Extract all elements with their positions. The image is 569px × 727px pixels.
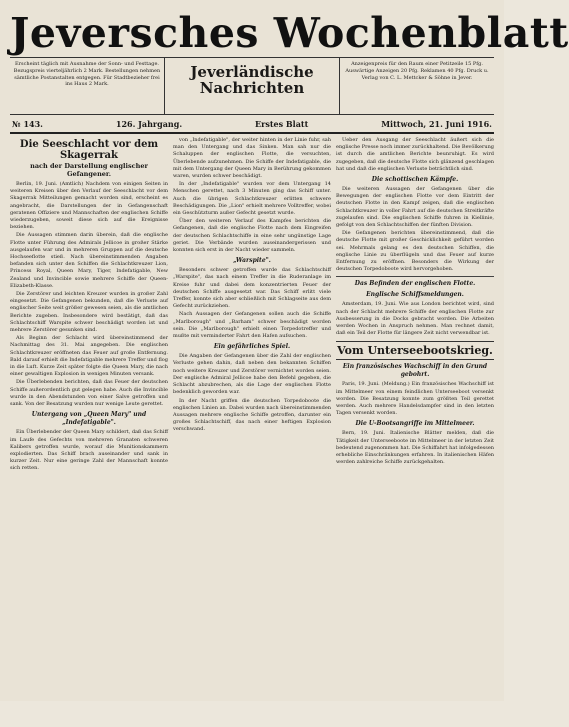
paragraph: Über den weiteren Verlauf des Kampfes berichten die Gefangenen, daß die englische Flotte nach dem Eingreifen der deutschen Schlachtschiffe in eine sehr ungünstige Lage geriet. Die Verbände wurden auseinandergerissen und konnten sich erst in der Nacht wieder sammeln.: [173, 218, 331, 254]
masthead-title: Jeversches Wochenblatt: [10, 9, 569, 57]
newspaper-sheet: [10, 9, 569, 691]
section-subtitle: Englische Schiffsmeldungen.: [366, 291, 464, 299]
section-headline: Vom Unterseebootskrieg.: [336, 341, 494, 360]
issue-bar: [10, 115, 494, 134]
issue-number: № 143.: [12, 118, 43, 129]
issue-date: Mittwoch, 21. Juni 1916.: [381, 118, 492, 129]
column-2: [173, 137, 331, 727]
paragraph: Die Gefangenen berichten übereinstimmend, daß die deutsche Flotte mit großer Geschicklichkeit geführt worden sei. Mehrmals gelang es den deutschen Schiffen, die englische Linie zu überflügeln und das Feuer auf kurze Entfernung zu eröffnen. Besonders die Wirkung der deutschen Torpedoboote wird hervorgehoben.: [336, 230, 494, 273]
section-title: Die schottischen Kämpfe.: [371, 176, 459, 184]
section-title: Ein gefährliches Spiel.: [213, 343, 291, 351]
column-1: [10, 137, 168, 727]
subscription-info: Erscheint täglich mit Ausnahme der Sonn- und Festtage. Bezugspreis vierteljährlich 2 Mark. Bestellungen nehmen sämtliche Postanstalten entgegen. Für Stadtbezieher frei ins Haus 2 Mark.: [13, 61, 161, 88]
paragraph: In der „Indefatigable" wurden vor dem Untergang 14 Menschen gerettet, nach 3 Minuten ging das Schiff unter. Auch die übrigen Schlachtkreuzer erlitten schwere Beschädigungen. Die „Lion" erhielt mehrere Volltreffer, wobei ein Geschützturm außer Gefecht gesetzt wurde.: [173, 181, 331, 217]
section-title: Untergang von „Queen Mary" und „Indefatigable".: [31, 411, 147, 427]
advertising-info: Anzeigenpreis für den Raum einer Petitzeile 15 Pfg. Auswärtige Anzeigen 20 Pfg. Reklamen 40 Pfg. Druck u. Verlag von C. L. Mettcker & Söhne in Jever.: [345, 61, 489, 81]
issue-sheet: Erstes Blatt: [255, 118, 309, 129]
paragraph: Bern, 19. Juni. Italienische Blätter melden, daß die Tätigkeit der Unterseeboote im Mittelmeer in der letzten Zeit bedeutend zugenommen hat. Die Schiffahrt hat infolgedessen erhebliche Einschränkungen erfahren. In italienischen Häfen werden zahlreiche Schiffe zurückgehalten.: [336, 430, 494, 466]
issue-year: 126. Jahrgang.: [115, 118, 183, 129]
section-title: Das Befinden der englischen Flotte.: [354, 280, 476, 288]
section-subtitle: Ein französisches Wachschiff in den Grund gebohrt.: [342, 363, 488, 379]
subtitle-block: [164, 58, 340, 114]
subtitle-line-2: Nachrichten: [199, 79, 305, 97]
section-title: „Warspite".: [233, 257, 271, 265]
lead-headline: Die Seeschlacht vor dem Skagerrak: [19, 139, 159, 161]
paragraph: Paris, 19. Juni. (Meldung.) Ein französisches Wachschiff ist im Mittelmeer von einem feindlichen Unterseeboot versenkt worden. Die Besatzung konnte zum größten Teil gerettet werden. Auch mehrere Handelsdampfer sind in den letzten Tagen versenkt worden.: [336, 381, 494, 417]
paragraph: Nach Aussagen der Gefangenen sollen auch die Schiffe „Marlborough" und „Barham" schwer beschädigt worden sein. Die „Marlborough" erhielt einen Torpedotreffer und mußte mit verminderter Fahrt den Hafen aufsuchen.: [173, 311, 331, 340]
lead-subheadline: nach der Darstellung englischer Gefangener.: [30, 162, 148, 178]
paragraph: Die Zerstörer und leichten Kreuzer wurden in großer Zahl eingesetzt. Die Gefangenen bekunden, daß die Verluste auf englischer Seite weit größer gewesen seien, als die amtlichen Berichte zugeben. Insbesondere wird bestätigt, daß das Schlachtschiff Warspite schwer beschädigt worden ist und mehrere Zerstörer gesunken sind.: [10, 291, 168, 334]
divider: [336, 276, 494, 277]
section-title: Die U-Bootsangriffe im Mittelmeer.: [355, 420, 475, 428]
paragraph: Ueber den Ausgang der Seeschlacht äußert sich die englische Presse noch immer zurückhaltend. Die Bevölkerung ist durch die amtlichen Berichte beunruhigt. Es wird zugegeben, daß die deutsche Flotte sich glänzend geschlagen hat und daß die englischen Verluste beträchtlich sind.: [336, 137, 494, 172]
paragraph: In der Nacht griffen die deutschen Torpedoboote die englischen Linien an. Dabei wurden nach übereinstimmenden Aussagen mehrere englische Schiffe getroffen, darunter ein großes Schlachtschiff, das nach einer heftigen Explosion verschwand.: [173, 397, 331, 433]
paragraph: Die Angaben der Gefangenen über die Zahl der englischen Verluste gehen dahin, daß neben den bekannten Schiffen noch weitere Kreuzer und Zerstörer vernichtet worden seien. Der englische Admiral Jellicoe habe den Befehl gegeben, die Schlacht abzubrechen, als die Lage der englischen Flotte bedenklich geworden war.: [173, 353, 331, 396]
paragraph: Die Überlebenden berichten, daß das Feuer der deutschen Schiffe außerordentlich gut gelegen habe. Auch die Invincible wurde in den Abendstunden von einer Salve getroffen und sank. Von der Besatzung wurden nur wenige Leute gerettet.: [10, 379, 168, 408]
subhead-row: [10, 57, 494, 115]
paragraph: von „Indefatigable", der weiter hinten in der Linie fuhr, sah man den Untergang und das Sinken. Man sah nur die Schaluppen der englischen Flotte, die versuchten, Überlebende aufzunehmen. Die Schiffe der Indefatigable, die mit dem Untergang der Queen Mary in Berührung gekommen waren, wurden schwer beschädigt.: [173, 137, 331, 180]
paragraph: Berlin, 19. Juni. (Amtlich) Nachdem von einigen Seiten in weiteren Kreisen über den Verlauf der Seeschlacht vor dem Skagerrak Mitteilungen gemacht worden sind, erscheint es angebracht, die Darstellungen der in Gefangenschaft geratenen Offiziere und Mannschaften der englischen Schiffe wiederzugeben, soweit diese sich auf die Ereignisse beziehen.: [10, 181, 168, 231]
article-columns: [10, 137, 494, 727]
subtitle-line-1: Jeverländische: [190, 63, 314, 81]
column-3: [336, 137, 494, 727]
paragraph: Die weiteren Aussagen der Gefangenen über die Bewegungen der englischen Flotte vor dem Eintritt der deutschen Flotte in den Kampf zeigen, daß die englischen Schlachtkreuzer in voller Fahrt auf die deutschen Streitkräfte zugelaufen sind. Die englischen Schiffe fuhren in Kiellinie, gefolgt von den Schlachtschiffen der fünften Division.: [336, 186, 494, 229]
paragraph: Als Beginn der Schlacht wird übereinstimmend der Nachmittag des 31. Mai angegeben. Die englischen Schlachtkreuzer eröffneten das Feuer auf große Entfernung. Bald darauf erhielt die Indefatigable mehrere Treffer und flog in die Luft. Kurze Zeit später folgte die Queen Mary, die nach einer gewaltigen Explosion in wenigen Minuten versank.: [10, 335, 168, 378]
paragraph: Ein Überlebender der Queen Mary schildert, daß das Schiff im Laufe des Gefechts von mehreren Granaten schweren Kalibers getroffen wurde, worauf die Munitionskammern explodierten. Das Schiff brach auseinander und sank in kurzer Zeit. Nur eine geringe Zahl der Mannschaft konnte sich retten.: [10, 429, 168, 472]
paragraph: Besonders schwer getroffen wurde das Schlachtschiff „Warspite", das nach einem Treffer in die Ruderanlage im Kreise fuhr und dabei dem konzentrierten Feuer der deutschen Schiffe ausgesetzt war. Das Schiff erlitt viele Treffer, konnte sich aber schließlich mit Schlagseite aus dem Gefecht zurückziehen.: [173, 267, 331, 310]
paragraph: Die Aussagen stimmen darin überein, daß die englische Flotte unter Führung des Admirals Jellicoe in großer Stärke ausgelaufen war und in mehreren Gruppen auf die deutsche Hochseeflotte stieß. Nach übereinstimmenden Angaben befanden sich unter den Schiffen die Schlachtkreuzer Lion, Princess Royal, Queen Mary, Tiger, Indefatigable, New Zealand und Invincible sowie mehrere Schiffe der Queen-Elizabeth-Klasse.: [10, 232, 168, 289]
paragraph: Amsterdam, 19. Juni. Wie aus London berichtet wird, sind nach der Schlacht mehrere Schiffe der englischen Flotte zur Ausbesserung in die Docks gebracht worden. Die Arbeiten werden Wochen in Anspruch nehmen. Man rechnet damit, daß ein Teil der Flotte für längere Zeit nicht verwendbar ist.: [336, 301, 494, 337]
